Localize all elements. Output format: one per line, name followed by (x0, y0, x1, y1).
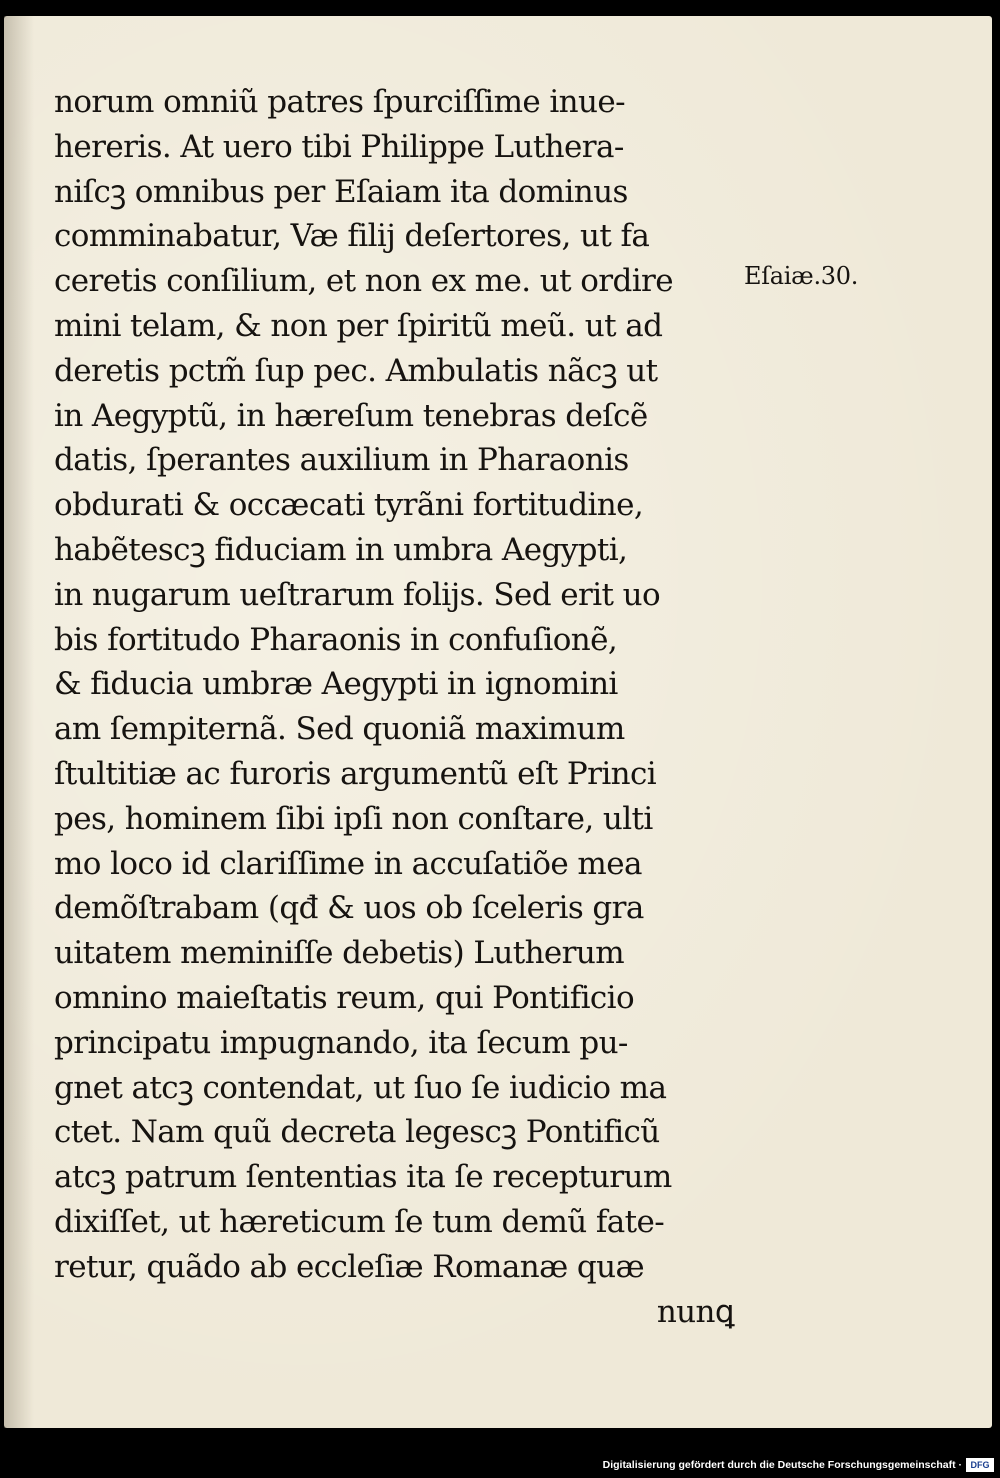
text-line: principatu impugnando, ita ſecum pu- (54, 1024, 628, 1061)
footer-credit: Digitalisierung gefördert durch die Deutsche Forschungsgemeinschaft · (602, 1459, 962, 1471)
text-line: mini telam, & non per ſpiritũ meũ. ut ad (54, 307, 663, 344)
text-line: pes, hominem ſibi ipſi non conſtare, ulti (54, 800, 653, 837)
text-line: am ſempiternã. Sed quoniã maximum (54, 711, 625, 748)
text-line: niſcꝫ omnibus per Eſaiam ita dominus (54, 173, 628, 210)
text-line: gnet atcꝫ contendat, ut ſuo ſe iudicio ma (54, 1069, 667, 1106)
text-line: deretis pctm̃ ſup pec. Ambulatis nãcꝫ ut (54, 352, 658, 389)
text-line: omnino maieſtatis reum, qui Pontificio (54, 979, 635, 1016)
text-line: dixiſſet, ut hæreticum ſe tum demũ fate- (54, 1203, 665, 1240)
text-line: & fiducia umbræ Aegypti in ignomini (54, 666, 618, 703)
catchword: nunꝗ (656, 1293, 734, 1330)
text-line: uitatem meminiſſe debetis) Lutherum (54, 935, 625, 972)
text-line: in Aegyptũ, in hæreſum tenebras deſcẽ (54, 397, 648, 434)
text-line: ſtultitiæ ac furoris argumentũ eſt Princi (54, 755, 657, 792)
text-line: bis fortitudo Pharaonis in confuſionẽ, (54, 621, 618, 658)
text-line: comminabatur, Væ filij deſertores, ut fa (54, 218, 650, 255)
text-line: in nugarum ueſtrarum folijs. Sed erit uo (54, 576, 661, 613)
gutter-shadow (4, 16, 34, 1428)
text-line: norum omniũ patres ſpurciſſime inue- (54, 84, 626, 120)
text-line: ctet. Nam quũ decreta legescꝫ Pontificũ (54, 1114, 660, 1151)
text-line: obdurati & occæcati tyrãni fortitudine, (54, 487, 644, 524)
dfg-logo: DFG (966, 1458, 994, 1472)
text-line: habẽtescꝫ fiduciam in umbra Aegypti, (54, 531, 628, 568)
text-line: demõſtrabam (qđ & uos ob ſceleris gra (54, 890, 644, 927)
text-line: hereris. At uero tibi Philippe Luthera- (54, 128, 624, 165)
body-text (54, 80, 744, 1334)
marginal-note: Eſaiæ.30. (744, 262, 859, 290)
text-line: datis, ſperantes auxilium in Pharaonis (54, 442, 629, 479)
text-line: ceretis conſilium, et non ex me. ut ordire (54, 263, 674, 300)
text-line: atcꝫ patrum ſententias ita ſe recepturum (54, 1159, 672, 1196)
text-line: mo loco id clariſſime in accuſatiõe mea (54, 845, 642, 882)
text-line: retur, quãdo ab eccleſiæ Romanæ quæ (54, 1248, 645, 1285)
